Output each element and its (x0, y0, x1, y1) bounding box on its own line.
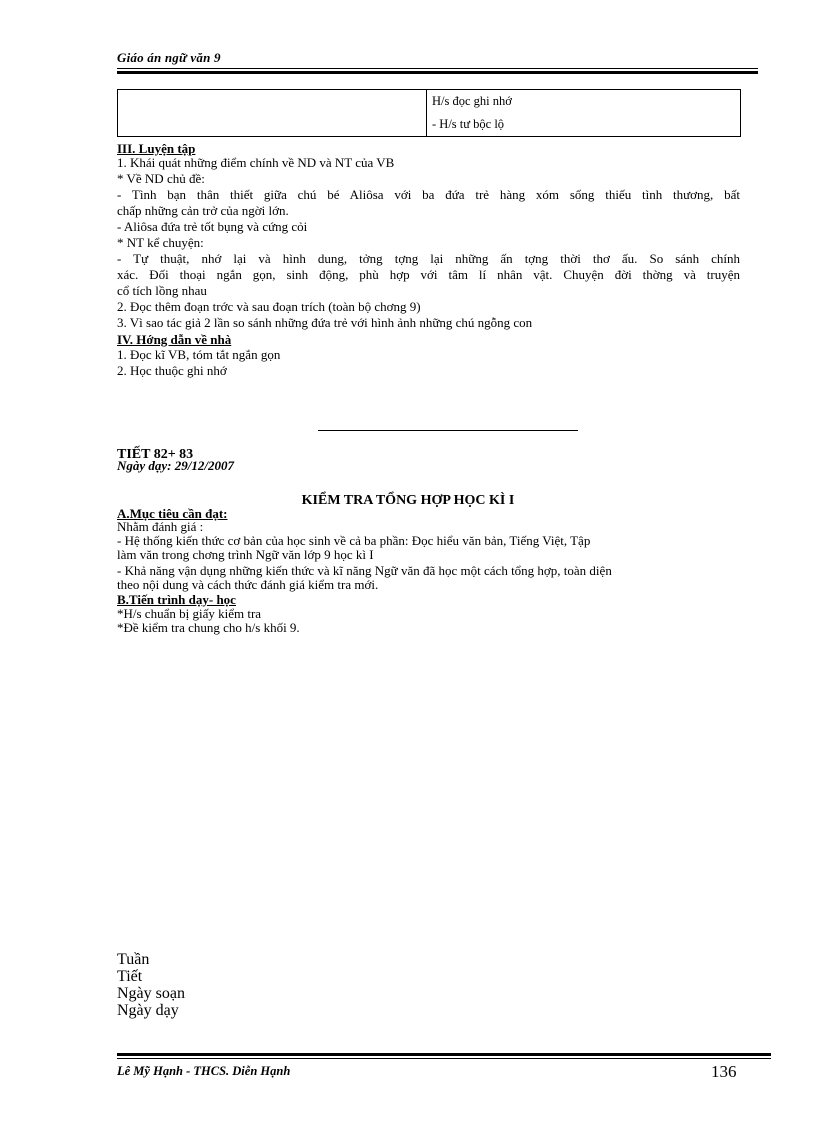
text-line: cổ tích lồng nhau (117, 283, 207, 298)
section-separator (318, 430, 578, 431)
objectives-heading: A.Mục tiêu cần đạt: (117, 506, 228, 521)
footer-rule-thick (117, 1053, 771, 1056)
text-line: *H/s chuẩn bị giấy kiểm tra (117, 606, 262, 621)
section-heading-homework: IV. Hớng dẫn về nhà (117, 332, 232, 347)
text-line: 1. Đọc kĩ VB, tóm tắt ngắn gọn (117, 347, 281, 362)
text-line: - Aliôsa đứa trẻ tốt bụng và cứng cỏi (117, 219, 308, 234)
text-line: - Tình bạn thân thiết giữa chú bé Aliôsa với ba đứa trẻ hàng xóm sống thiếu tình thương, bất (117, 187, 740, 202)
text-line: - Khả năng vận dụng những kiến thức và kĩ năng Ngữ văn đã học một cách tổng hợp, toàn diện (117, 563, 612, 578)
process-heading: B.Tiến trình dạy- học (117, 592, 236, 607)
field-teach-date: Ngày dạy (117, 1002, 179, 1019)
lesson-period: TIẾT 82+ 83 (117, 447, 194, 462)
text-line: Nhằm đánh giá : (117, 519, 204, 534)
text-line: theo nội dung và cách thức đánh giá kiểm tra mới. (117, 577, 379, 592)
text-line: *Đề kiểm tra chung cho h/s khối 9. (117, 620, 300, 635)
text-line: làm văn trong chơng trình Ngữ văn lớp 9 học kì I (117, 547, 374, 562)
text-line: xác. Đối thoại ngắn gọn, sinh động, phù hợp với tâm lí nhân vật. Chuyện đời thờng và truyện (117, 267, 740, 282)
table-cell-text: - H/s tư bộc lộ (432, 117, 505, 131)
table-column-divider (426, 90, 427, 136)
section-heading-practice: III. Luyện tập (117, 141, 196, 156)
page-number: 136 (711, 1062, 737, 1081)
text-line: - Tự thuật, nhớ lại và hình dung, tởng tợng lại những ấn tợng thời thơ ấu. So sánh chính (117, 251, 740, 266)
header-rule-thick (117, 71, 758, 74)
field-week: Tuần (117, 951, 150, 968)
field-period: Tiết (117, 968, 143, 985)
header-title: Giáo án ngữ văn 9 (117, 50, 221, 65)
text-line: chấp những cản trở của ngời lớn. (117, 203, 289, 218)
footer-rule-thin (117, 1058, 771, 1059)
text-line: * NT kể chuyện: (117, 235, 204, 250)
text-line: 1. Khái quát những điểm chính về ND và NT của VB (117, 155, 395, 170)
field-prep-date: Ngày soạn (117, 985, 185, 1002)
lesson-date: Ngày dạy: 29/12/2007 (117, 458, 234, 473)
activity-table (117, 89, 741, 137)
text-line: 3. Vì sao tác giả 2 lần so sánh những đứa trẻ với hình ảnh những chú ngỗng con (117, 315, 533, 330)
footer-author: Lê Mỹ Hạnh - THCS. Diễn Hạnh (117, 1064, 291, 1078)
text-line: - Hệ thống kiến thức cơ bản của học sinh về cả ba phần: Đọc hiểu văn bản, Tiếng Việt, Tập (117, 533, 591, 548)
exam-title: KIỂM TRA TỔNG HỢP HỌC KÌ I (301, 493, 515, 508)
text-line: * Về ND chủ đề: (117, 171, 205, 186)
text-line: 2. Học thuộc ghi nhớ (117, 363, 227, 378)
text-line: 2. Đọc thêm đoạn trớc và sau đoạn trích (toàn bộ chơng 9) (117, 299, 421, 314)
table-cell-text: H/s đọc ghi nhớ (432, 94, 512, 108)
header-rule-thin (117, 68, 758, 69)
